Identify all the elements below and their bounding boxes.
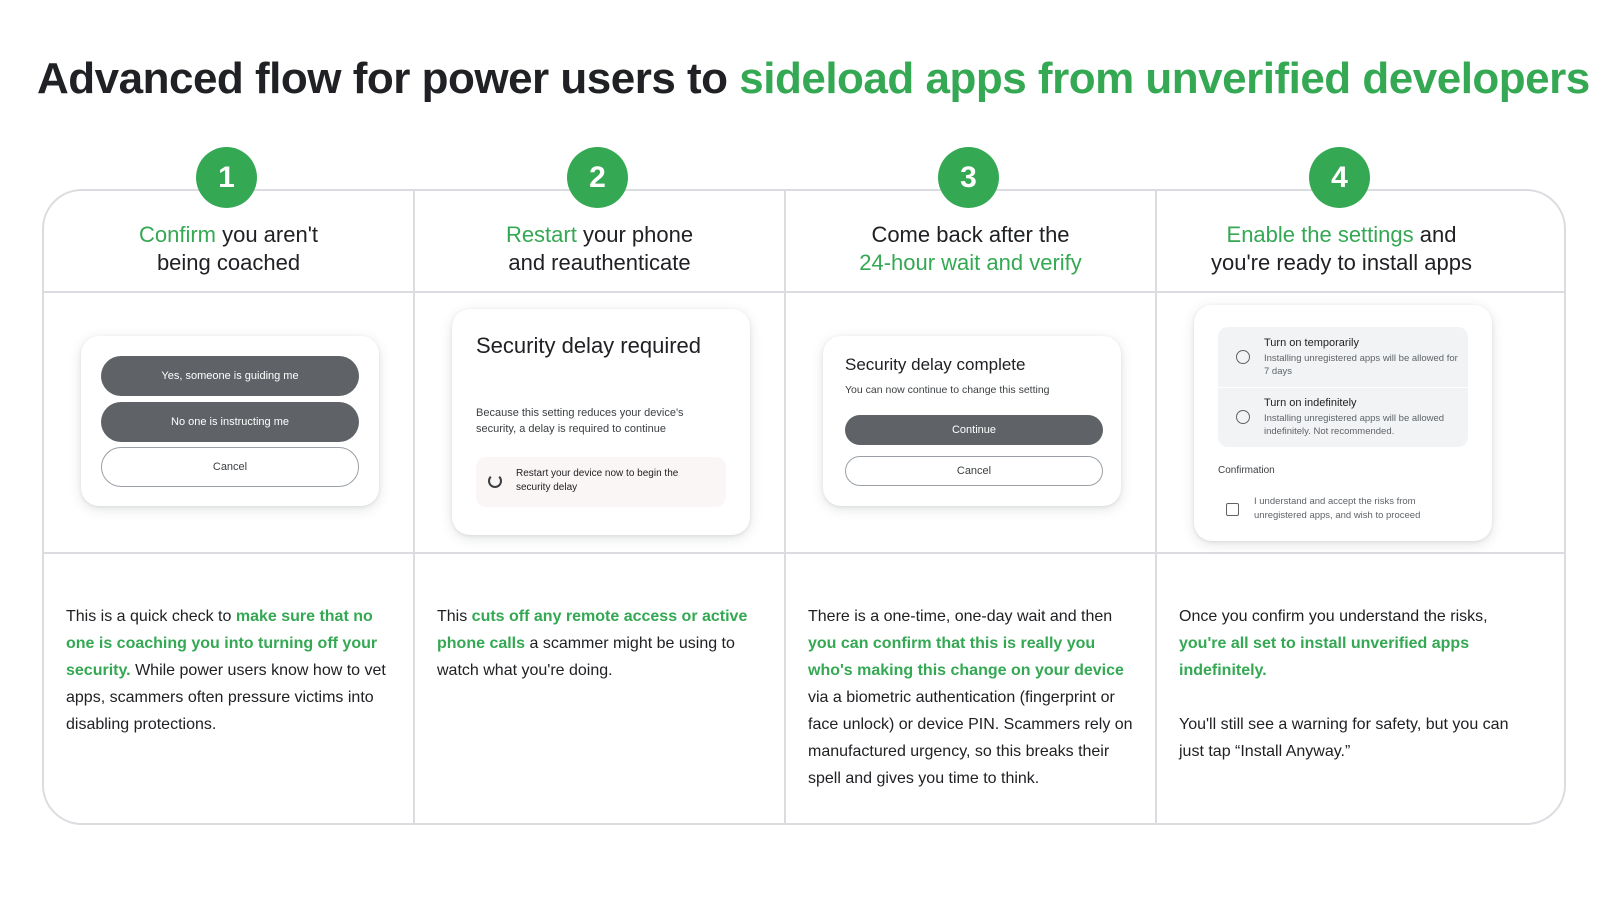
- radio-indefinitely[interactable]: [1236, 410, 1250, 424]
- step-4-description: [1179, 603, 1526, 765]
- option-temporarily-desc: Installing unregistered apps will be allowed for 7 days: [1264, 353, 1458, 377]
- cancel-button[interactable]: Cancel: [845, 456, 1103, 486]
- step-4-column: [1157, 191, 1566, 823]
- install-options-group: [1218, 327, 1468, 447]
- step-2-description: [437, 603, 764, 684]
- step-3-desc-highlight: you can confirm that this is really you who's making this change on your device: [808, 635, 1124, 679]
- security-delay-dialog: [452, 309, 750, 535]
- step-2-desc-text: This: [437, 608, 472, 625]
- option-indefinitely[interactable]: [1218, 387, 1468, 447]
- delay-complete-title: Security delay complete: [845, 355, 1026, 374]
- page-title: [37, 54, 1590, 104]
- option-temporarily[interactable]: [1218, 327, 1468, 387]
- steps-board: [42, 189, 1566, 825]
- step-1-description: [66, 603, 393, 738]
- step-4-heading: [1157, 221, 1526, 277]
- title-plain: Advanced flow for power users to: [37, 54, 740, 103]
- option-temporarily-title: Turn on temporarily: [1264, 337, 1359, 349]
- cancel-button[interactable]: Cancel: [101, 447, 359, 487]
- delay-complete-body: You can now continue to change this setting: [845, 384, 1050, 396]
- step-1-heading-rest: you aren't: [215, 222, 319, 247]
- someone-guiding-button[interactable]: Yes, someone is guiding me: [101, 356, 359, 396]
- step-3-heading: [786, 221, 1155, 277]
- security-delay-complete-dialog: [823, 336, 1121, 506]
- step-3-desc-text: There is a one-time, one-day wait and then: [808, 608, 1113, 625]
- step-3-heading-line1: Come back after the: [871, 222, 1070, 247]
- step-2-heading: [415, 221, 784, 277]
- step-1-desc-highlight: make sure that no one is coaching you into turning off your security.: [66, 608, 378, 679]
- accept-risks-checkbox[interactable]: [1226, 503, 1239, 516]
- accept-risks-text: I understand and accept the risks from unregistered apps, and wish to proceed: [1254, 496, 1421, 521]
- radio-temporarily[interactable]: [1236, 350, 1250, 364]
- step-4-desc-text: Once you confirm you understand the risks,: [1179, 608, 1488, 625]
- coaching-check-dialog: [81, 336, 379, 506]
- step-3-column: [786, 191, 1155, 823]
- step-4-desc-highlight: you're all set to install unverified apps indefinitely.: [1179, 635, 1470, 679]
- continue-button[interactable]: Continue: [845, 415, 1103, 445]
- step-4-desc-para2: You'll still see a warning for safety, but you can just tap “Install Anyway.”: [1179, 716, 1509, 760]
- step-3-description: [808, 603, 1135, 792]
- confirmation-label: Confirmation: [1218, 465, 1275, 476]
- step-2-heading-line2: and reauthenticate: [508, 250, 691, 275]
- option-indefinitely-desc: Installing unregistered apps will be allowed indefinitely. Not recommended.: [1264, 413, 1445, 437]
- step-3-desc-text-2: via a biometric authentication (fingerprint or face unlock) or device PIN. Scammers rely on manufactured urgency, so this breaks their spell and gives you time to think.: [808, 689, 1133, 787]
- no-one-instructing-button[interactable]: No one is instructing me: [101, 402, 359, 442]
- restart-device-text: Restart your device now to begin the security delay: [516, 468, 679, 493]
- step-1-column: [44, 191, 413, 823]
- step-4-heading-rest: and: [1413, 222, 1457, 247]
- step-2-column: [415, 191, 784, 823]
- restart-device-row[interactable]: [476, 457, 726, 507]
- security-delay-title: Security delay required: [476, 333, 702, 358]
- step-4-badge: 4: [1309, 147, 1370, 208]
- step-1-heading-green: Confirm: [138, 222, 216, 247]
- step-2-badge: 2: [567, 147, 628, 208]
- step-2-desc-text-2: a scammer might be using to watch what you're doing.: [437, 635, 735, 679]
- security-delay-body: Because this setting reduces your device's security, a delay is required to continue: [476, 407, 684, 435]
- step-2-heading-rest: your phone: [576, 222, 694, 247]
- step-2-desc-highlight: cuts off any remote access or active phone calls: [437, 608, 748, 652]
- step-1-desc-text: This is a quick check to: [66, 608, 236, 625]
- option-indefinitely-title: Turn on indefinitely: [1264, 397, 1357, 409]
- step-2-heading-green: Restart: [505, 222, 577, 247]
- step-3-heading-green: 24-hour wait and verify: [859, 250, 1082, 275]
- restart-icon: [488, 474, 502, 488]
- step-1-heading: [44, 221, 413, 277]
- step-3-badge: 3: [938, 147, 999, 208]
- install-settings-dialog: [1194, 305, 1492, 541]
- step-1-badge: 1: [196, 147, 257, 208]
- step-4-heading-line2: you're ready to install apps: [1210, 250, 1472, 275]
- step-1-heading-line2: being coached: [156, 250, 301, 275]
- title-highlight: sideload apps from unverified developers: [739, 54, 1590, 103]
- step-1-desc-text-2: While power users know how to vet apps, scammers often pressure victims into disabling protections.: [66, 662, 386, 733]
- step-4-heading-green: Enable the settings: [1226, 222, 1414, 247]
